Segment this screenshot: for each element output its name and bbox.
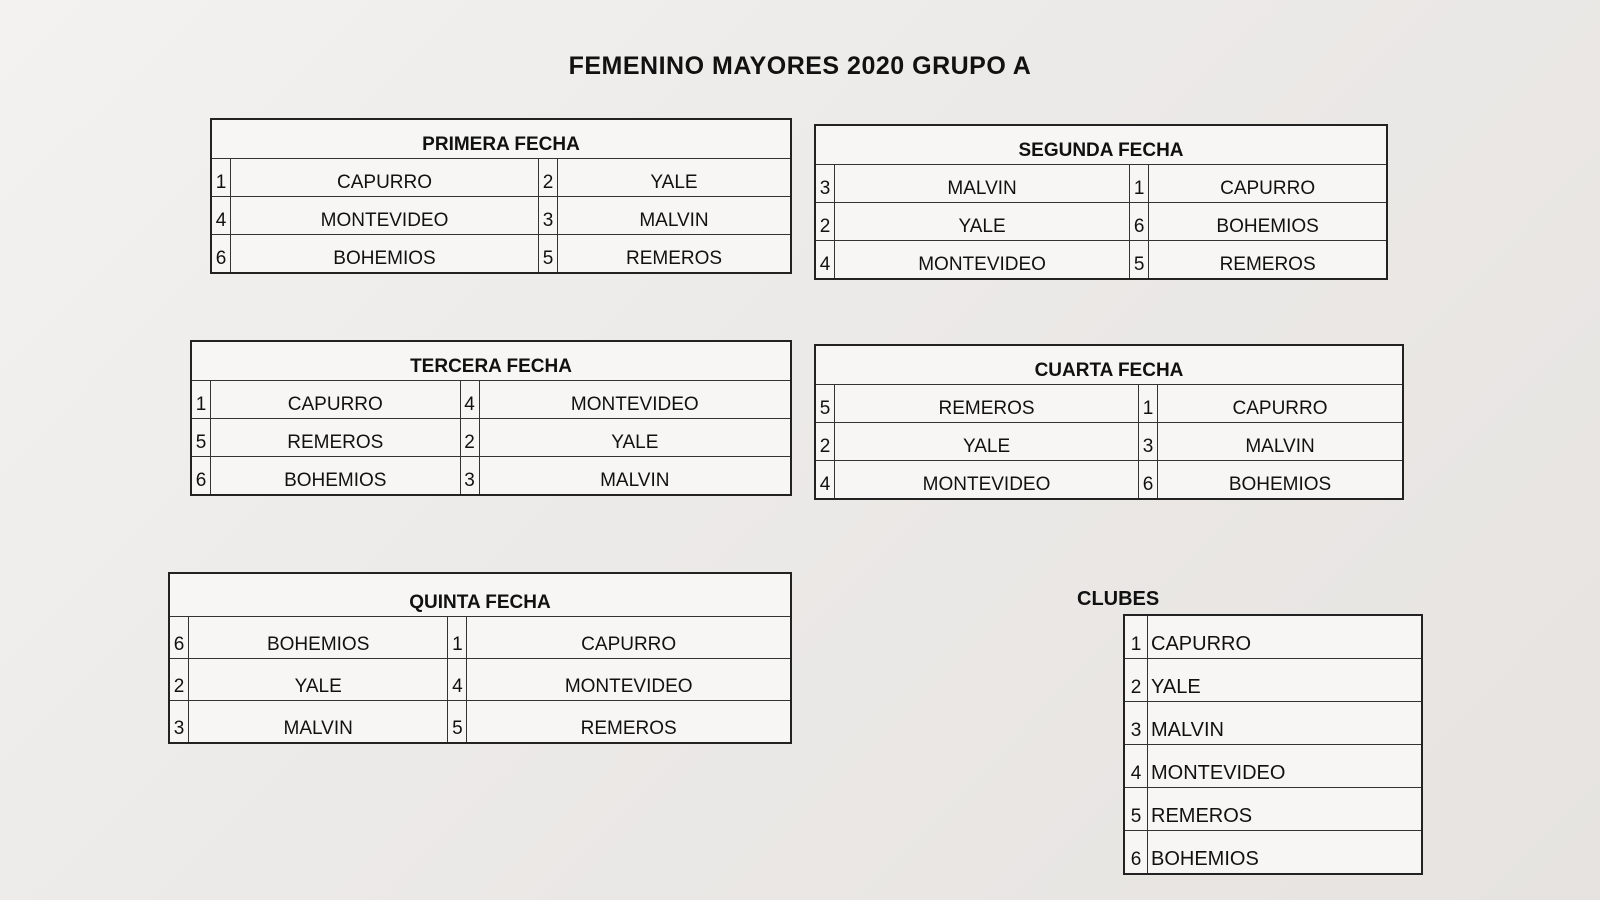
match-row [169,617,791,659]
match-row [211,235,791,274]
home-team: REMEROS [211,419,461,457]
fixture-title: PRIMERA FECHA [211,119,791,159]
match-row [815,461,1403,500]
club-row [1124,659,1422,702]
team-number: 3 [815,165,835,203]
club-number: 1 [1124,615,1148,659]
home-team: MONTEVIDEO [835,461,1139,500]
team-number: 2 [539,159,558,197]
fixture-table-primera [210,118,792,274]
team-number: 1 [448,617,467,659]
match-row [169,659,791,701]
club-number: 4 [1124,745,1148,788]
away-team: CAPURRO [1158,385,1403,423]
home-team: REMEROS [835,385,1139,423]
away-team: REMEROS [558,235,791,274]
club-row [1124,831,1422,875]
home-team: YALE [189,659,448,701]
club-number: 5 [1124,788,1148,831]
away-team: MALVIN [479,457,791,496]
club-number: 2 [1124,659,1148,702]
team-number: 6 [1139,461,1158,500]
club-name: MONTEVIDEO [1148,745,1423,788]
team-number: 5 [448,701,467,744]
club-name: CAPURRO [1148,615,1423,659]
fixture-table-quinta [168,572,792,744]
match-row [211,197,791,235]
clubs-table [1123,614,1423,875]
match-row [191,457,791,496]
away-team: MALVIN [558,197,791,235]
team-number: 5 [815,385,835,423]
away-team: MALVIN [1158,423,1403,461]
away-team: BOHEMIOS [1158,461,1403,500]
home-team: CAPURRO [231,159,539,197]
home-team: MONTEVIDEO [231,197,539,235]
away-team: YALE [479,419,791,457]
team-number: 6 [169,617,189,659]
match-row [815,241,1387,280]
away-team: CAPURRO [467,617,791,659]
fixture-table-cuarta [814,344,1404,500]
club-name: MALVIN [1148,702,1423,745]
fixture-title: CUARTA FECHA [815,345,1403,385]
team-number: 3 [1139,423,1158,461]
team-number: 3 [460,457,479,496]
match-row [191,419,791,457]
match-row [815,385,1403,423]
home-team: BOHEMIOS [189,617,448,659]
team-number: 5 [539,235,558,274]
team-number: 2 [460,419,479,457]
match-row [211,159,791,197]
home-team: MONTEVIDEO [835,241,1130,280]
team-number: 5 [191,419,211,457]
fixture-title: QUINTA FECHA [169,573,791,617]
match-row [191,381,791,419]
home-team: BOHEMIOS [211,457,461,496]
away-team: YALE [558,159,791,197]
club-row [1124,615,1422,659]
page-title: FEMENINO MAYORES 2020 GRUPO A [568,52,1032,80]
club-number: 6 [1124,831,1148,875]
fixture-title: SEGUNDA FECHA [815,125,1387,165]
clubs-title: CLUBES [1077,588,1160,610]
team-number: 6 [1130,203,1149,241]
team-number: 4 [211,197,231,235]
team-number: 6 [191,457,211,496]
match-row [815,203,1387,241]
team-number: 6 [211,235,231,274]
team-number: 4 [815,461,835,500]
team-number: 2 [815,203,835,241]
home-team: YALE [835,203,1130,241]
team-number: 1 [211,159,231,197]
team-number: 2 [169,659,189,701]
team-number: 3 [539,197,558,235]
match-row [815,423,1403,461]
match-row [169,701,791,744]
team-number: 4 [460,381,479,419]
club-row [1124,702,1422,745]
away-team: REMEROS [1149,241,1387,280]
home-team: CAPURRO [211,381,461,419]
team-number: 5 [1130,241,1149,280]
team-number: 1 [1130,165,1149,203]
team-number: 3 [169,701,189,744]
club-name: YALE [1148,659,1423,702]
club-row [1124,788,1422,831]
team-number: 2 [815,423,835,461]
team-number: 4 [815,241,835,280]
club-name: REMEROS [1148,788,1423,831]
fixture-table-tercera [190,340,792,496]
club-row [1124,745,1422,788]
away-team: BOHEMIOS [1149,203,1387,241]
fixture-table-segunda [814,124,1388,280]
team-number: 1 [1139,385,1158,423]
away-team: MONTEVIDEO [479,381,791,419]
away-team: REMEROS [467,701,791,744]
home-team: BOHEMIOS [231,235,539,274]
home-team: MALVIN [835,165,1130,203]
match-row [815,165,1387,203]
fixture-title: TERCERA FECHA [191,341,791,381]
away-team: MONTEVIDEO [467,659,791,701]
away-team: CAPURRO [1149,165,1387,203]
club-name: BOHEMIOS [1148,831,1423,875]
club-number: 3 [1124,702,1148,745]
team-number: 4 [448,659,467,701]
team-number: 1 [191,381,211,419]
home-team: MALVIN [189,701,448,744]
home-team: YALE [835,423,1139,461]
